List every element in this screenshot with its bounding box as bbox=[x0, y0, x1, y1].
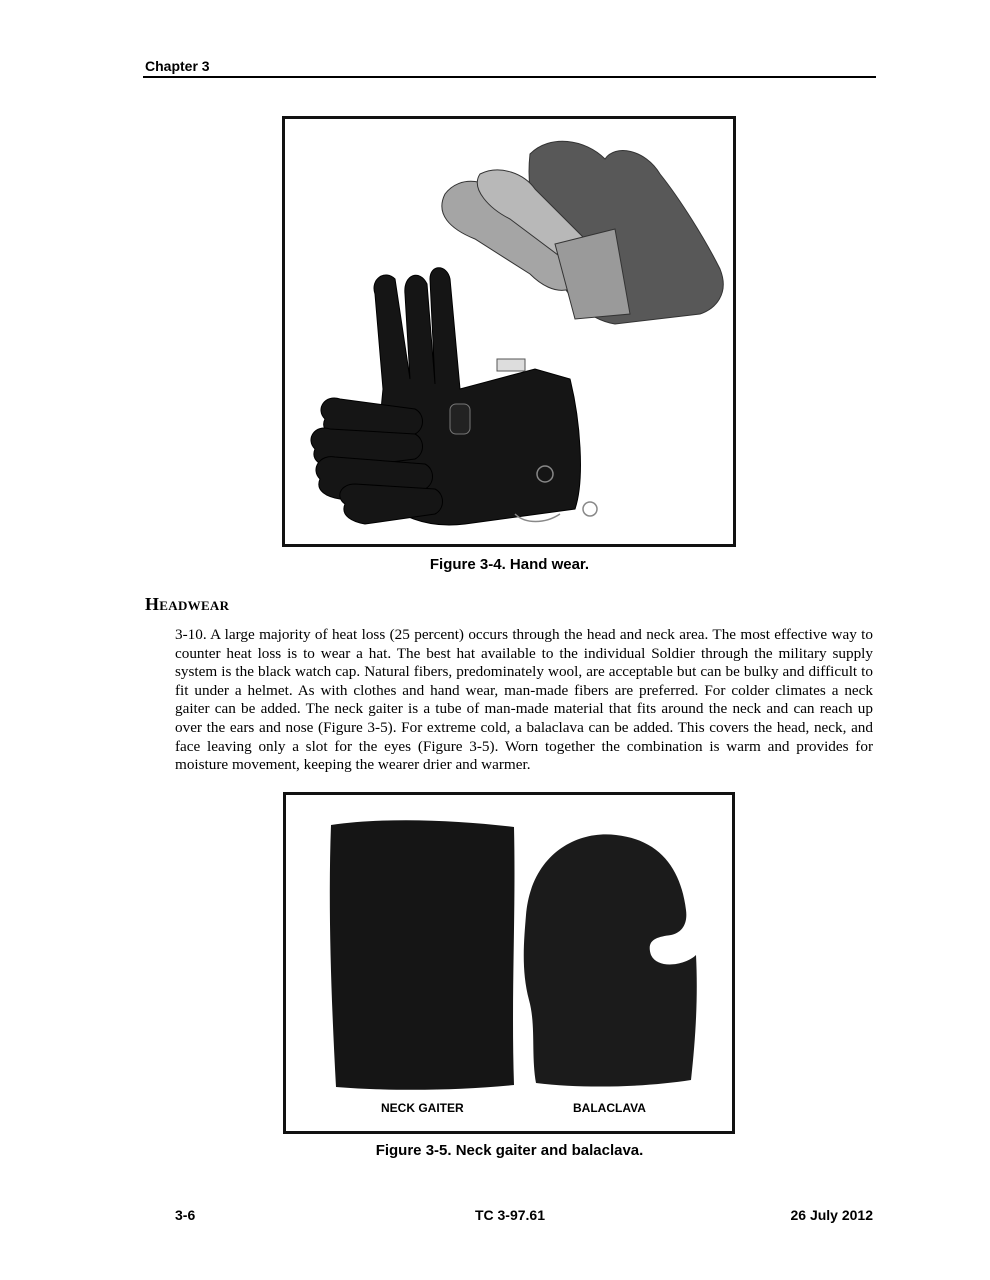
figure-hand-wear bbox=[282, 116, 736, 547]
document-id: TC 3-97.61 bbox=[474, 1207, 546, 1223]
neck-gaiter-image bbox=[330, 820, 515, 1090]
header-rule bbox=[143, 76, 876, 78]
chapter-header: Chapter 3 bbox=[145, 58, 210, 74]
gloves-image bbox=[311, 268, 580, 525]
balaclava-image bbox=[524, 834, 697, 1086]
figure-neck-gaiter-balaclava bbox=[283, 792, 735, 1134]
page-number: 3-6 bbox=[175, 1207, 196, 1223]
hand-wear-illustration bbox=[285, 119, 733, 544]
mittens-image bbox=[442, 141, 723, 324]
neck-gaiter-label: NECK GAITER bbox=[381, 1101, 464, 1115]
body-paragraph: 3-10. A large majority of heat loss (25 percent) occurs through the head and neck area. The most effective way to counter heat loss is to wear a hat. The best hat available to the individual Soldier through the military supply system is the black watch cap. Natural fibers, predominately wool, are acceptable but can be bulky and difficult to fit under a helmet. As with clothes and hand wear, man-made fibers are preferred. For colder climates a neck gaiter can be added. The neck gaiter is a tube of man-made material that fits around the neck and can reach up over the ears and nose (Figure 3-5). For extreme cold, a balaclava can be added. This covers the head, neck, and face leaving only a slot for the eyes (Figure 3-5). Worn together the combination is warm and provides for moisture movement, keeping the wearer drier and warmer. bbox=[175, 626, 873, 774]
figure-3-4-caption: Figure 3-4. Hand wear. bbox=[429, 556, 590, 573]
publication-date: 26 July 2012 bbox=[790, 1207, 873, 1223]
section-heading: Headwear bbox=[145, 594, 230, 614]
figure-3-5-caption: Figure 3-5. Neck gaiter and balaclava. bbox=[375, 1142, 644, 1159]
headwear-illustration bbox=[286, 795, 732, 1131]
balaclava-label: BALACLAVA bbox=[573, 1101, 646, 1115]
